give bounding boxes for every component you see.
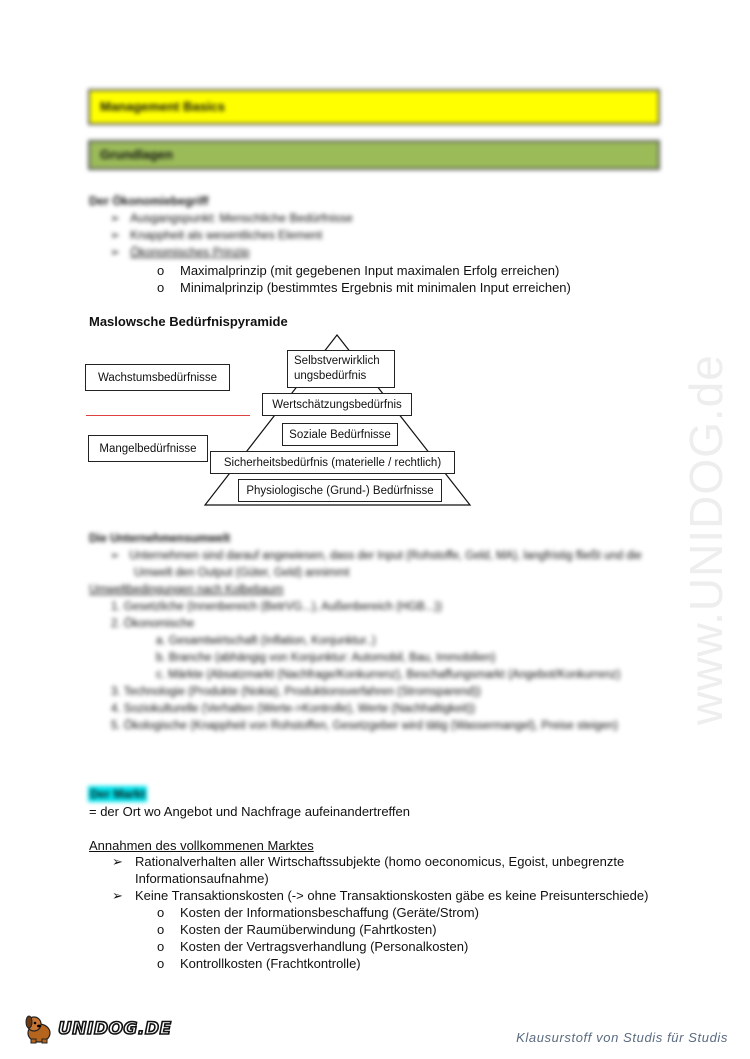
markt-definition: = der Ort wo Angebot und Nachfrage aufeinandertreffen: [89, 804, 411, 819]
page-title: Management Basics: [100, 99, 225, 114]
annahmen-bullet-1: ➢ Rationalverhalten aller Wirtschaftssubjekte (homo oeconomicus, Egoist, unbegrenzte: [112, 854, 625, 869]
umwelt-subheading: Umweltbedingungen nach Kolbebaum: [89, 584, 284, 596]
deficit-needs-label: Mangelbedürfnisse: [88, 435, 208, 462]
list-item: 4. Soziokulturelle (Verhalten (Werte->Kontrolle), Werte (Nachhaltigkeit)): [111, 703, 476, 715]
subtitle-bar: [88, 140, 660, 170]
list-item: 3. Technologie (Produkte (Nokia), Produktionsverfahren (Stromsparend)): [111, 686, 481, 698]
pyramid-level-physiological: Physiologische (Grund-) Bedürfnisse: [238, 479, 442, 502]
list-item: 2. Ökonomische: [111, 618, 195, 630]
list-item: 1. Gesetzliche (Innenbereich (BetrVG...), Außenbereich (HGB...)): [111, 601, 443, 613]
oekonomie-bullets: [110, 210, 353, 261]
annahmen-bullet-2: ➢ Keine Transaktionskosten (-> ohne Transaktionskosten gäbe es keine Preisunterschiede): [112, 888, 649, 903]
umwelt-bullet: ➢ Unternehmen sind darauf angewiesen, dass der Input (Rohstoffe, Geld, MA), langfristig fließt und die Umwelt den Output (Güter, Geld) annimmt: [110, 550, 642, 579]
list-item: c. Märkte (Absatzmarkt (Nachfrage/Konkurrenz), Beschaffungsmarkt (Angebot/Konkurrenz): [156, 669, 621, 681]
maslow-heading: Maslowsche Bedürfnispyramide: [89, 314, 288, 329]
markt-heading: Der Markt: [90, 787, 146, 801]
watermark-text: www.UNIDOG.de: [680, 354, 732, 725]
logo-text: UNIDOG.DE: [58, 1019, 172, 1039]
umwelt-heading: Die Unternehmensumwelt: [89, 533, 231, 545]
annahmen-subitem-3: o Kosten der Vertragsverhandlung (Personalkosten): [157, 939, 469, 954]
pyramid-level-esteem: Wertschätzungsbedürfnis: [262, 393, 412, 416]
watermark: [680, 270, 740, 740]
dog-mascot-icon: [22, 1013, 56, 1045]
section-title: Grundlagen: [100, 147, 173, 162]
pyramid-level-social: Soziale Bedürfnisse: [282, 423, 398, 446]
annahmen-subitem-4: o Kontrollkosten (Frachtkontrolle): [157, 956, 361, 971]
list-item: b. Branche (abhängig von Konjunktur: Automobil, Bau, Immobilien): [156, 652, 496, 664]
oekonomie-subitem-2: o Minimalprinzip (bestimmtes Ergebnis mit minimalen Input erreichen): [157, 280, 571, 295]
annahmen-bullet-1-cont: Informationsaufnahme): [135, 871, 269, 886]
growth-needs-label: Wachstumsbedürfnisse: [85, 364, 230, 391]
oekonomie-heading: Der Ökonomiebegriff: [89, 194, 209, 208]
oekonomie-subitem-1: o Maximalprinzip (mit gegebenen Input maximalen Erfolg erreichen): [157, 263, 560, 278]
list-item: a. Gesamtwirtschaft (Inflation, Konjunktur..): [156, 635, 376, 647]
divider-line: [86, 415, 250, 416]
annahmen-heading: Annahmen des vollkommenen Marktes: [89, 838, 314, 853]
list-item: ➢ Knappheit als wesentliches Element: [110, 228, 323, 242]
pyramid-level-safety: Sicherheitsbedürfnis (materielle / rechtlich): [210, 451, 455, 474]
annahmen-subitem-2: o Kosten der Raumüberwindung (Fahrtkosten): [157, 922, 437, 937]
list-item: ➢ Ausgangspunkt: Menschliche Bedürfnisse: [110, 211, 353, 225]
footer-logo[interactable]: [22, 1013, 172, 1045]
umwelt-section: [89, 531, 664, 735]
annahmen-subitem-1: o Kosten der Informationsbeschaffung (Geräte/Strom): [157, 905, 479, 920]
title-bar: [88, 89, 660, 125]
list-item: ➢ Ökonomisches Prinzip: [110, 245, 250, 259]
list-item: 5. Ökologische (Knappheit von Rohstoffen, Gesetzgeber wird tätig (Wassermangel), Preise steigen): [111, 720, 618, 732]
footer-tagline: Klausurstoff von Studis für Studis: [516, 1030, 728, 1045]
pyramid-level-self-actualization: Selbstverwirklich ungsbedürfnis: [287, 350, 395, 388]
